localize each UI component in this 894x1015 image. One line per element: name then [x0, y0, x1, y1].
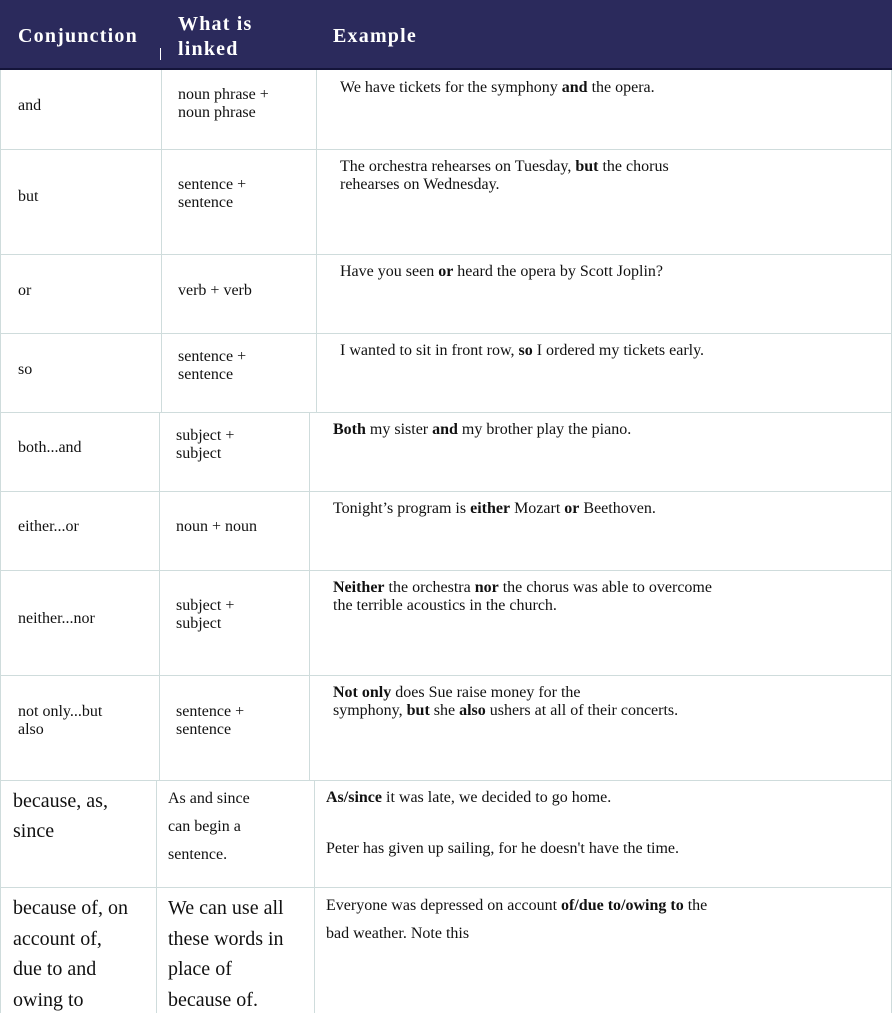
example-line	[340, 263, 663, 281]
example-text: Beethoven.	[579, 500, 656, 517]
example-text: my sister	[365, 421, 433, 438]
example-text: the	[683, 897, 708, 914]
example-text: she	[429, 702, 460, 719]
linked-cell: sentence + sentence	[176, 703, 245, 738]
conjunction-cell: neither...nor	[18, 610, 95, 627]
example-cell	[333, 500, 656, 518]
example-keyword: Neither	[333, 579, 385, 596]
linked-cell: subject + subject	[176, 597, 235, 632]
example-text: the orchestra	[384, 579, 475, 596]
conjunction-cell: either...or	[18, 518, 79, 535]
example-text: bad weather. Note this	[326, 925, 470, 942]
example-line	[326, 920, 707, 948]
example-keyword: and	[561, 79, 588, 96]
example-text: Peter has given up sailing, for he doesn't have the time.	[326, 840, 680, 857]
example-cell	[340, 342, 704, 360]
table-row	[0, 676, 892, 781]
header-example: Example	[333, 25, 417, 47]
example-line	[340, 79, 655, 97]
linked-cell: As and since can begin a sentence.	[168, 790, 250, 863]
linked-cell: subject + subject	[176, 427, 235, 462]
header-what-is-linked: What is linked	[178, 13, 253, 60]
example-text: rehearses on Wednesday.	[340, 176, 500, 193]
table-row	[0, 413, 892, 492]
linked-cell: noun phrase + noun phrase	[178, 86, 269, 121]
example-line	[340, 176, 669, 194]
example-keyword: Not only	[333, 684, 392, 701]
example-keyword: nor	[474, 579, 499, 596]
example-keyword: but	[575, 158, 599, 175]
example-line	[333, 579, 712, 597]
example-keyword: and	[432, 421, 458, 438]
example-keyword: so	[518, 342, 533, 359]
linked-cell: sentence + sentence	[178, 348, 247, 383]
conjunction-cell: or	[18, 282, 32, 299]
example-line	[326, 785, 679, 811]
example-keyword: also	[459, 702, 486, 719]
example-line	[333, 702, 678, 720]
example-keyword: or	[564, 500, 580, 517]
example-line	[333, 684, 678, 702]
example-line	[340, 158, 669, 176]
conjunction-cell: but	[18, 188, 39, 205]
header-divider	[160, 48, 161, 60]
linked-cell: noun + noun	[176, 518, 258, 535]
conjunction-cell: because of, on account of, due to and owing to	[13, 897, 128, 1011]
conjunction-cell: and	[18, 97, 42, 114]
header-conjunction: Conjunction	[18, 25, 138, 47]
table-header	[0, 0, 892, 70]
table-row	[0, 492, 892, 571]
example-keyword: either	[470, 500, 511, 517]
example-keyword: As/since	[326, 789, 382, 806]
table-row	[0, 70, 892, 150]
table-row	[0, 334, 892, 413]
example-cell	[333, 421, 631, 439]
linked-cell: We can use all these words in place of because of.	[168, 897, 284, 1011]
example-text: symphony,	[333, 702, 407, 719]
example-text: Everyone was depressed on account	[326, 897, 562, 914]
example-text: The orchestra rehearses on Tuesday,	[340, 158, 576, 175]
example-cell	[326, 892, 707, 948]
conjunction-cell: so	[18, 361, 33, 378]
table-row	[0, 150, 892, 255]
example-text: it was late, we decided to go home.	[382, 789, 612, 806]
example-text: my brother play the piano.	[457, 421, 632, 438]
example-text: We have tickets for the symphony	[340, 79, 562, 96]
example-text: the terrible acoustics in the church.	[333, 597, 557, 614]
example-text: ushers at all of their concerts.	[485, 702, 679, 719]
example-line	[333, 500, 656, 518]
example-line	[333, 597, 712, 615]
conjunction-cell: not only...but also	[18, 703, 103, 738]
table-row	[0, 888, 892, 1013]
example-cell	[340, 263, 663, 281]
linked-cell: sentence + sentence	[178, 176, 247, 211]
example-text: I ordered my tickets early.	[532, 342, 705, 359]
conjunction-cell: both...and	[18, 439, 82, 456]
table-row	[0, 255, 892, 334]
example-text: Have you seen	[340, 263, 439, 280]
example-cell	[340, 158, 669, 194]
example-text: the opera.	[587, 79, 655, 96]
linked-cell: verb + verb	[178, 282, 252, 299]
example-text: the chorus	[598, 158, 669, 175]
example-text: does Sue raise money for the	[391, 684, 581, 701]
example-cell	[333, 579, 712, 615]
example-cell	[333, 684, 678, 720]
example-line	[340, 342, 704, 360]
example-line	[326, 892, 707, 920]
example-text: the chorus was able to overcome	[498, 579, 712, 596]
table-row	[0, 571, 892, 676]
example-text: Mozart	[510, 500, 565, 517]
example-text: I wanted to sit in front row,	[340, 342, 519, 359]
example-cell	[340, 79, 655, 97]
table-row	[0, 781, 892, 888]
example-keyword: of/due to/owing to	[561, 897, 684, 914]
example-cell	[326, 785, 679, 862]
example-keyword: but	[406, 702, 430, 719]
example-keyword: or	[438, 263, 454, 280]
example-text: heard the opera by Scott Joplin?	[453, 263, 664, 280]
conjunction-cell: because, as, since	[13, 790, 108, 842]
example-text: Tonight’s program is	[333, 500, 471, 517]
example-line	[333, 421, 631, 439]
example-line	[326, 836, 679, 862]
example-keyword: Both	[333, 421, 366, 438]
